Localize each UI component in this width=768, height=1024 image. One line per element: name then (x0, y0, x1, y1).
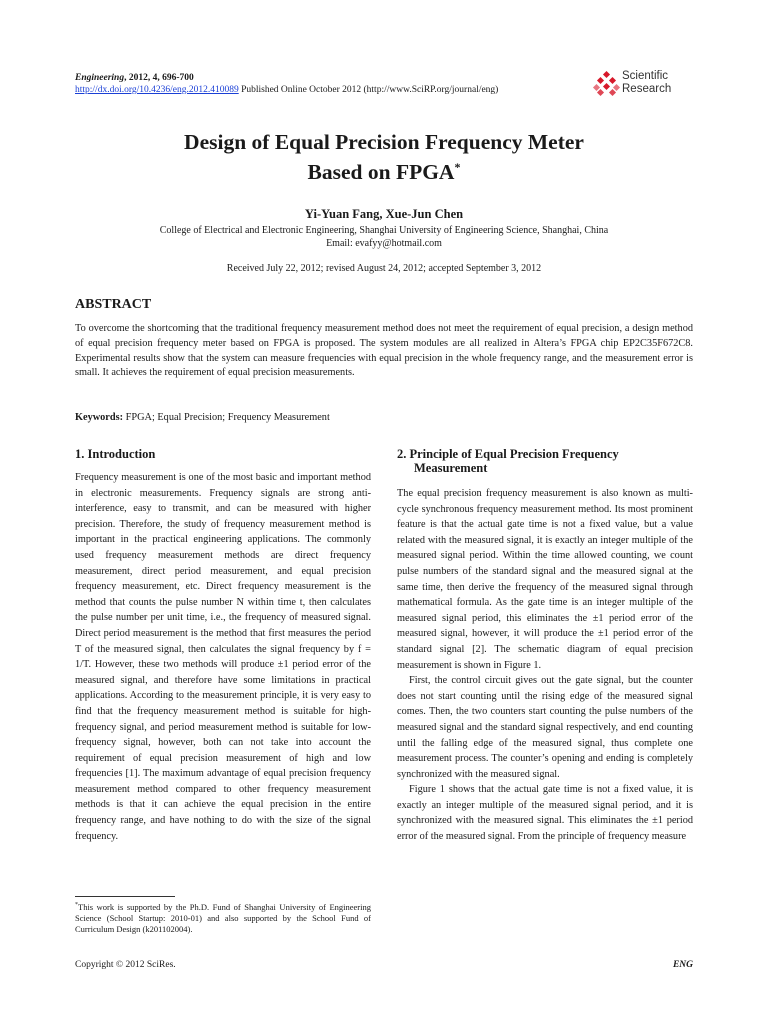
abstract-text: To overcome the shortcoming that the traditional frequency measurement method does not meet the requirement of equal precision, a design method of equal precision frequency meter based on FPGA is proposed. The system modules are all realized in Altera’s FPGA chip EP2C35F672C8. Experimental results show that the system can measure frequencies with equal precision in the whole frequency range, and the measurement error is small. It achieves the requirement of equal precision measurements. (75, 323, 693, 379)
copyright: Copyright © 2012 SciRes. (75, 960, 176, 970)
keywords: Keywords: FPGA; Equal Precision; Frequency Measurement (75, 412, 330, 423)
section-1-heading: 1. Introduction (75, 447, 156, 461)
logo-line2: Research (622, 83, 672, 95)
title-footnote-mark: * (454, 160, 461, 174)
intro-paragraph: Frequency measurement is one of the most basic and important method in electronic measurements. Frequency signals are strong anti-interference, easy to transmit, and can be measured with higher precision. Therefore, the study of frequency measurement method is important in the practical engineering applications. The commonly used frequency measurement methods are direct frequency measurement, direct period measurement, and equal precision frequency measurement, etc. Direct frequency measurement is the method that counts the pulse number N within time t, then calculates the pulse number per unit time, i.e., the frequency of measured signal. Direct period measurement is the method that first measures the period T of the measured signal, then calculates the signal frequency by f = 1/T. However, these two methods will produce ±1 period error of the measured signal, and therefore have some limitations in practical applications. According to the measurement principle, it is very easy to find that the frequency measurement method is suitable for high-frequency signal, and period measurement method is suitable for low-frequency signal, however, both can not take into account the requirement of equal precision measurement of high and low frequencies [1]. The maximum advantage of equal precision frequency measurement method compared to other frequency measurement methods is that it can achieve the equal precision in the entire frequency range, and have nothing to do with the size of the signal frequency. (75, 472, 371, 842)
right-column (397, 486, 693, 845)
funding-footnote: *This work is supported by the Ph.D. Fund of Shanghai University of Engineering Science (School Startup: 2010-01) and also supported by the School Fund of Curriculum Design (k201102004). (75, 901, 371, 935)
journal-name: Engineering (75, 73, 125, 83)
journal-issue: , 2012, 4, 696-700 (124, 73, 194, 83)
journal-header (75, 72, 498, 96)
principle-paragraph-3: Figure 1 shows that the actual gate time is not a fixed value, it is exactly an integer multiple of the measured signal period, and it is synchronized with the measured signal. This eliminates the ±1 period error of the measured signal. From the principle of frequency measure (397, 784, 693, 843)
principle-paragraph-2: First, the control circuit gives out the gate signal, but the counter does not start counting until the rising edge of the measured signal comes. Then, the two counters start counting the pulse numbers of the measured signal and the standard signal respectively, and end counting until the falling edge of the measured signal, thus complete one measurement process. The counter’s opening and ending is completely synchronized with the measured signal. (397, 675, 693, 780)
scientific-research-logo (594, 70, 704, 98)
authors: Yi-Yuan Fang, Xue-Jun Chen (304, 207, 464, 221)
left-column (75, 470, 371, 844)
published-note: Published Online October 2012 (http://www.SciRP.org/journal/eng) (238, 85, 499, 95)
doi-link[interactable]: http://dx.doi.org/10.4236/eng.2012.410089 (75, 85, 239, 95)
affiliation: College of Electrical and Electronic Engineering, Shanghai University of Engineering Science, Shanghai, China Email: evafyy@hotmail.com (60, 224, 708, 250)
received-dates: Received July 22, 2012; revised August 24, 2012; accepted September 3, 2012 (226, 263, 542, 274)
abstract-heading: ABSTRACT (75, 297, 152, 312)
section-2-heading: 2. Principle of Equal Precision Frequency Measurement (397, 447, 619, 475)
footnote-divider (75, 896, 175, 897)
author-email: Email: evafyy@hotmail.com (326, 238, 442, 249)
logo-line1: Scientific (622, 70, 669, 82)
paper-title: Design of Equal Precision Frequency Meter Based on FPGA* (184, 130, 584, 185)
journal-abbr: ENG (672, 960, 693, 970)
logo-diamond-icon (594, 72, 620, 98)
principle-paragraph-1: The equal precision frequency measurement is also known as multi-cycle synchronous frequency measurement method. Its most prominent feature is that the actual gate time is not a fixed value, but a value related with the measured signal, it is exactly an integer multiple of the measured signal period. Within the time allowed counting, we count pulse numbers of the standard signal and the measured signal at the same time, then derive the frequency of the measured signal through mathematical formula. As the gate time is an integer multiple of the measured signal period, this eliminates the ±1 period error of the measured signal, however, it will produce the ±1 period error of the standard signal [2]. The schematic diagram of equal precision measurement is shown in Figure 1. (397, 488, 693, 671)
